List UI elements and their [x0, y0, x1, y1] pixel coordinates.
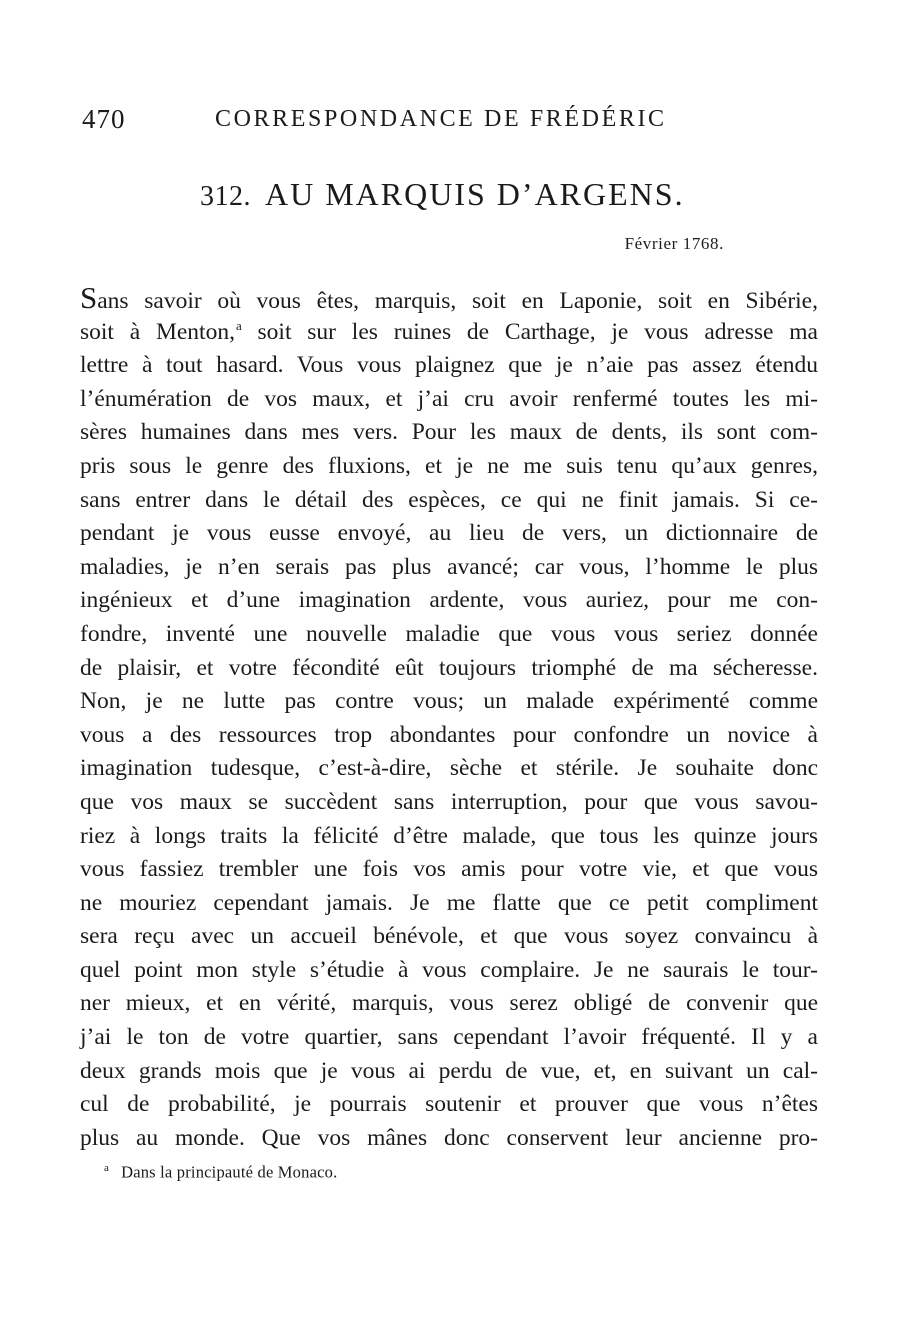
body-line: riez à longs traits la félicité d’être malade, que tous les quinze jours: [80, 822, 818, 849]
footnote: [104, 1162, 337, 1183]
body-line: ne mouriez cependant jamais. Je me flatte que ce petit compliment: [80, 889, 818, 916]
footnote-text: Dans la principauté de Monaco.: [121, 1162, 338, 1182]
body-line: sera reçu avec un accueil bénévole, et que vous soyez convaincu à: [80, 923, 818, 950]
letter-date: Février 1768.: [624, 234, 724, 253]
body-line: fondre, inventé une nouvelle maladie que vous vous seriez donnée: [80, 620, 818, 647]
body-line: cul de probabilité, je pourrais soutenir et prouver que vous n’êtes: [80, 1091, 818, 1118]
letter-title: AU MARQUIS D’ARGENS.: [265, 176, 685, 212]
body-line: quel point mon style s’étudie à vous complaire. Je ne saurais le tour-: [80, 956, 818, 983]
body-line: sans entrer dans le détail des espèces, ce qui ne finit jamais. Si ce-: [80, 486, 818, 513]
letter-heading: [200, 176, 720, 213]
body-line-text: ans savoir où vous êtes, marquis, soit en Laponie, soit en Sibérie,: [97, 288, 818, 314]
letter-number: 312.: [200, 181, 251, 212]
body-line: [80, 282, 818, 316]
body-line: maladies, je n’en serais pas plus avancé; car vous, l’homme le plus: [80, 553, 818, 580]
drop-cap: S: [80, 280, 98, 315]
body-line: de plaisir, et votre fécondité eût toujours triomphé de ma sécheresse.: [80, 654, 818, 681]
letter-body: [80, 282, 818, 1155]
body-line: imagination tudesque, c’est-à-dire, sèche et stérile. Je souhaite donc: [80, 755, 818, 782]
body-line: plus au monde. Que vos mânes donc conservent leur ancienne pro-: [80, 1124, 818, 1151]
footnote-reference: a: [235, 317, 242, 333]
body-line: j’ai le ton de votre quartier, sans cependant l’avoir fréquenté. Il y a: [80, 1024, 818, 1051]
body-line: ingénieux et d’une imagination ardente, vous auriez, pour me con-: [80, 587, 818, 614]
body-line: pris sous le genre des fluxions, et je ne me suis tenu qu’aux genres,: [80, 452, 818, 479]
body-line: vous a des ressources trop abondantes pour confondre un novice à: [80, 721, 818, 748]
body-line: pendant je vous eusse envoyé, au lieu de vers, un dictionnaire de: [80, 520, 818, 547]
running-head: CORRESPONDANCE DE FRÉDÉRIC: [215, 106, 667, 132]
body-line: ner mieux, et en vérité, marquis, vous serez obligé de convenir que: [80, 990, 818, 1017]
body-line: l’énumération de vos maux, et j’ai cru avoir renfermé toutes les mi-: [80, 385, 818, 412]
footnote-mark: a: [104, 1162, 110, 1174]
body-line: deux grands mois que je vous ai perdu de vue, et, en suivant un cal-: [80, 1057, 818, 1084]
body-line: lettre à tout hasard. Vous vous plaignez que je n’aie pas assez étendu: [80, 352, 818, 379]
page-number: 470: [82, 104, 126, 134]
body-line: sères humaines dans mes vers. Pour les maux de dents, ils sont com-: [80, 419, 818, 446]
body-line: Non, je ne lutte pas contre vous; un malade expérimenté comme: [80, 688, 818, 715]
body-line: vous fassiez trembler une fois vos amis pour votre vie, et que vous: [80, 856, 818, 883]
body-line-text: soit sur les ruines de Carthage, je vous adresse ma: [241, 318, 818, 345]
body-line: [80, 316, 818, 350]
body-line-text: soit à Menton,: [80, 318, 235, 345]
body-line: que vos maux se succèdent sans interruption, pour que vous savou-: [80, 788, 818, 815]
